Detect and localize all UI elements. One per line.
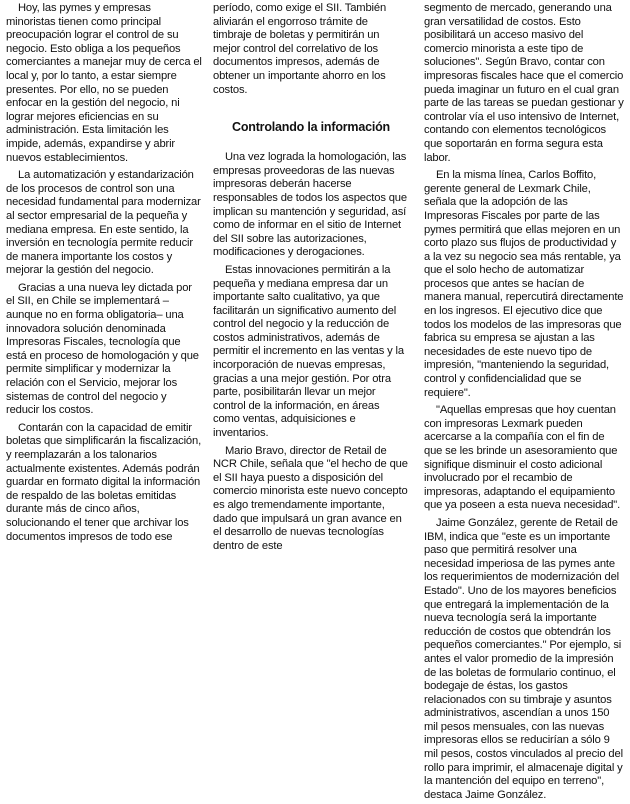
paragraph: Contarán con la capacidad de emitir boletas que simplificarán la fiscalización, y reemplazarán a los talonarios actualmente existentes. Además podrán guardar en formato digital la información de respaldo de las boletas emitidas durante más de cinco años, solucionando el tener que archivar los documentos impresos de todo ese [6,421,202,543]
paragraph: Gracias a una nueva ley dictada por el SII, en Chile se implementará –aunque no en forma obligatoria– una innovadora solución denominada Impresoras Fiscales, tecnología que está en proceso de homologación y que permite simplificar y modernizar la relación con el Servicio, mejorar los sistemas de control del negocio y reducir los costos. [6,281,199,417]
section-heading: Controlando la información [232,120,390,135]
article-column-3 [424,2,624,802]
paragraph: Hoy, las pymes y empresas minoristas tienen como principal preocupación lograr el control de su negocio. Esto obliga a los pequeños comerciantes a manejar muy de cerca el local y, por lo tanto, a estar siempre presentes. Por ello, no se pueden enfocar en la gestión del negocio, ni lograr mejores eficiencias en su administración. Esta limitación les impide, además, expandirse y abrir nuevos establecimientos. [6,2,202,164]
paragraph-continued: período, como exige el SII. También aliviarán el engorroso trámite de timbraje de boletas y permitirán un mejor control del correlativo de los documentos impresos, además de obtener un importante ahorro en los costos. [213,2,387,96]
paragraph-continued: segmento de mercado, generando una gran versatilidad de costos. Esto posibilitará un acceso masivo del comercio minorista a este tipo de soluciones". Según Bravo, contar con impresoras fiscales hace que el comercio pueda imaginar un futuro en el cual gran parte de las tareas se puedan gestionar y controlar vía el uso intensivo de Internet, contando con elementos tecnológicos que soportarán en forma segura esta labor. [424,2,624,164]
paragraph: La automatización y estandarización de los procesos de control son una necesidad fundamental para modernizar al sector empresarial de la pequeña y mediana empresa. En este sentido, la inversión en tecnología permite reducir de manera importante los costos y mejorar la gestión del negocio. [6,169,201,277]
article-column-2 [213,2,409,553]
paragraph: Jaime González, gerente de Retail de IBM, indica que "este es un importante paso que permitirá resolver una necesidad imperiosa de las pymes ante los requerimientos de modernización del Estado". Uno de los mayores beneficios que entregará la implementación de la nueva tecnología será la importante reducción de costos que obtendrán los pequeños comerciantes." Por ejemplo, si antes el valor promedio de la impresión de las boletas de formulario continuo, el bodegaje de éstas, los gastos relacionados con su timbraje y asuntos administrativos, ascendían a unos 150 mil pesos mensuales, con las nuevas impresoras ellos se reducirían a sólo 9 mil pesos, costos vinculados al precio del rollo para imprimir, el almacenaje digital y la mantención del equipo en terreno", destaca Jaime González. [424,516,623,801]
paragraph: "Aquellas empresas que hoy cuentan con impresoras Lexmark pueden acercarse a la compañía con el fin de que se les brinde un asesoramiento que signifique disminuir el costo adicional involucrado por el recambio de impresoras, adaptando el equipamiento que ya poseen a esta nueva necesidad". [424,404,621,512]
article-column-1 [6,2,202,544]
paragraph: Mario Bravo, director de Retail de NCR Chile, señala que "el hecho de que el SII haya puesto a disposición del comercio minorista este nuevo concepto es algo tremendamente importante, dado que impulsará un gran avance en el desarrollo de nuevas tecnologías dentro de este [213,444,408,552]
paragraph: En la misma línea, Carlos Boffito, gerente general de Lexmark Chile, señala que la adopción de las Impresoras Fiscales por parte de las pymes permitirá que ellas mejoren en un corto plazo sus flujos de productividad y a la vez su negocio sea más rentable, ya que el solo hecho de automatizar procesos que antes se hacían de manera manual, repercutirá directamente en los ingresos. El ejecutivo dice que todos los modelos de las impresoras que fabrica su empresa se ajustan a las necesidades de este nuevo tipo de impresión, "manteniendo la seguridad, control y confidencialidad que se requiere". [424,169,624,399]
paragraph: Estas innovaciones permitirán a la pequeña y mediana empresa dar un importante salto cualitativo, ya que facilitarán un significativo aumento del control del negocio y la reducción de costos administrativos, además de permitir el incremento en las ventas y la incorporación de nuevas empresas, gracias a una mejor gestión. Por otra parte, posibilitarán llevar un mejor control de la información, en áreas como ventas, adquisiciones e inventarios. [213,263,404,440]
paragraph: Una vez lograda la homologación, las empresas proveedoras de las nuevas impresoras deberán hacerse responsables de todos los aspectos que implican su mantención y seguridad, así como de informar en el sitio de Internet del SII sobre las autorizaciones, modificaciones y derogaciones. [213,151,407,259]
